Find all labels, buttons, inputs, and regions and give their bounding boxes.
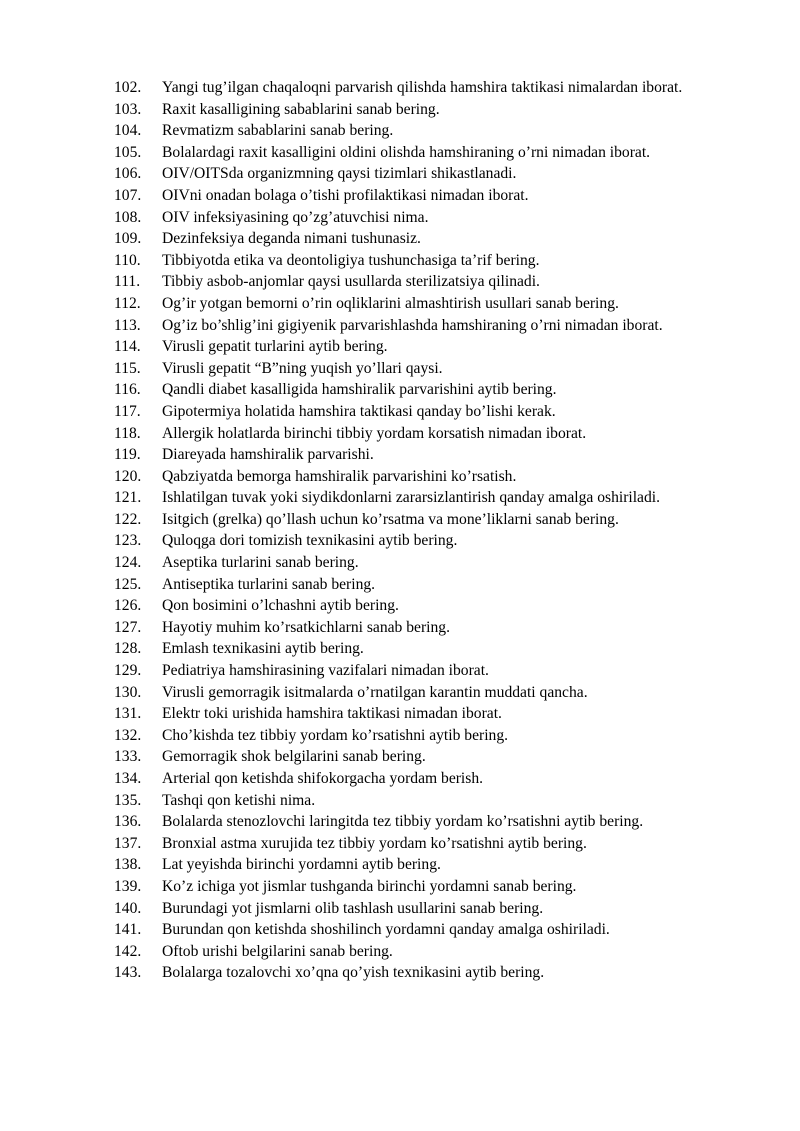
list-item <box>114 487 742 509</box>
list-item <box>114 293 742 315</box>
item-text: Oftob urishi belgilarini sanab bering. <box>162 942 393 960</box>
list-item <box>114 790 742 812</box>
item-number: 134. <box>114 770 142 787</box>
item-text: Bronxial astma xurujida tez tibbiy yordam ko’rsatishni aytib bering. <box>162 834 587 852</box>
list-item <box>114 725 742 747</box>
list-item <box>114 919 742 941</box>
item-number: 138. <box>114 856 142 874</box>
item-number: 126. <box>114 597 142 615</box>
item-text: Antiseptika turlarini sanab bering. <box>162 575 376 593</box>
list-item <box>114 962 742 984</box>
item-number: 117. <box>114 402 141 420</box>
item-text: OIV infeksiyasining qo’zg’atuvchisi nima. <box>162 208 429 226</box>
item-text: Og’iz bo’shlig’ini gigiyenik parvarishlashda hamshiraning o’rni nimadan iborat. <box>162 316 663 334</box>
item-text: OIVni onadan bolaga o’tishi profilaktikasi nimadan iborat. <box>162 186 529 204</box>
list-item <box>114 379 742 401</box>
item-text: Yangi tug’ilgan chaqaloqni parvarish qilishda hamshira taktikasi nimalardan iborat. <box>162 79 683 96</box>
item-number: 125. <box>114 575 142 593</box>
item-text: Hayotiy muhim ko’rsatkichlarni sanab bering. <box>162 618 450 636</box>
item-number: 103. <box>114 100 142 118</box>
item-number: 115. <box>114 359 141 377</box>
item-text: Diareyada hamshiralik parvarishi. <box>162 446 374 464</box>
item-number: 114. <box>114 338 141 356</box>
item-number: 112. <box>114 294 141 312</box>
item-number: 121. <box>114 489 142 507</box>
list-item <box>114 552 742 574</box>
list-item <box>114 228 742 250</box>
item-text: Virusli gepatit “B”ning yuqish yo’llari qaysi. <box>162 359 443 377</box>
item-text: Virusli gemorragik isitmalarda o’rnatilgan karantin muddati qancha. <box>162 683 588 701</box>
list-item <box>114 142 742 164</box>
item-number: 129. <box>114 662 142 680</box>
item-number: 140. <box>114 899 142 917</box>
item-number: 113. <box>114 316 141 334</box>
list-item <box>114 595 742 617</box>
list-item <box>114 163 742 185</box>
list-item <box>114 99 742 121</box>
item-text: Allergik holatlarda birinchi tibbiy yordam korsatish nimadan iborat. <box>162 424 587 442</box>
item-text: Gipotermiya holatida hamshira taktikasi qanday bo’lishi kerak. <box>162 402 556 420</box>
item-number: 120. <box>114 467 142 485</box>
list-item <box>114 336 742 358</box>
list-item <box>114 315 742 337</box>
item-number: 139. <box>114 877 142 895</box>
item-number: 106. <box>114 165 142 183</box>
list-item <box>114 574 742 596</box>
item-text: Lat yeyishda birinchi yordamni aytib bering. <box>162 856 441 874</box>
item-number: 137. <box>114 834 142 852</box>
item-number: 111. <box>114 273 141 291</box>
list-item <box>114 120 742 142</box>
item-text: OIV/OITSda organizmning qaysi tizimlari shikastlanadi. <box>162 165 517 183</box>
list-item <box>114 401 742 423</box>
item-number: 132. <box>114 726 142 744</box>
item-number: 110. <box>114 251 141 269</box>
item-text: Cho’kishda tez tibbiy yordam ko’rsatishni aytib bering. <box>162 726 509 744</box>
list-item <box>114 509 742 531</box>
list-item <box>114 358 742 380</box>
item-number: 128. <box>114 640 142 658</box>
item-number: 127. <box>114 618 142 636</box>
list-item <box>114 530 742 552</box>
item-text: Emlash texnikasini aytib bering. <box>162 640 364 658</box>
item-number: 102. <box>114 79 142 96</box>
item-number: 142. <box>114 942 142 960</box>
item-text: Aseptika turlarini sanab bering. <box>162 554 359 572</box>
list-item <box>114 77 742 99</box>
item-text: Burundagi yot jismlarni olib tashlash usullarini sanab bering. <box>162 899 544 917</box>
list-item <box>114 617 742 639</box>
list-item <box>114 207 742 229</box>
item-text: Tibbiyotda etika va deontoligiya tushunchasiga ta’rif bering. <box>162 251 540 269</box>
item-text: Arterial qon ketishda shifokorgacha yordam berish. <box>162 770 484 787</box>
list-item <box>114 833 742 855</box>
item-number: 135. <box>114 791 142 809</box>
item-number: 124. <box>114 554 142 572</box>
list-item <box>114 854 742 876</box>
item-text: Quloqga dori tomizish texnikasini aytib bering. <box>162 532 458 550</box>
item-text: Gemorragik shok belgilarini sanab bering. <box>162 748 426 766</box>
item-text: Ishlatilgan tuvak yoki siydikdonlarni zararsizlantirish qanday amalga oshiriladi. <box>162 489 661 507</box>
item-number: 143. <box>114 964 142 982</box>
item-text: Bolalarda stenozlovchi laringitda tez tibbiy yordam ko’rsatishni aytib bering. <box>162 813 644 831</box>
item-text: Dezinfeksiya deganda nimani tushunasiz. <box>162 230 421 248</box>
list-item <box>114 660 742 682</box>
list-item <box>114 185 742 207</box>
item-text: Isitgich (grelka) qo’llash uchun ko’rsatma va mone’liklarni sanab bering. <box>162 510 619 528</box>
list-item <box>114 876 742 898</box>
item-number: 119. <box>114 446 141 464</box>
list-item <box>114 898 742 920</box>
list-item <box>114 423 742 445</box>
item-number: 107. <box>114 186 142 204</box>
item-text: Tibbiy asbob-anjomlar qaysi usullarda sterilizatsiya qilinadi. <box>162 273 540 291</box>
item-number: 109. <box>114 230 142 248</box>
list-item <box>114 811 742 833</box>
list-item <box>114 941 742 963</box>
item-text: Qabziyatda bemorga hamshiralik parvarishini ko’rsatish. <box>162 467 517 485</box>
list-item <box>114 703 742 725</box>
list-item <box>114 682 742 704</box>
item-text: Bolalarga tozalovchi xo’qna qo’yish texnikasini aytib bering. <box>162 964 545 982</box>
item-text: Revmatizm sabablarini sanab bering. <box>162 122 394 140</box>
list-item <box>114 250 742 272</box>
item-number: 123. <box>114 532 142 550</box>
item-text: Pediatriya hamshirasining vazifalari nimadan iborat. <box>162 662 489 680</box>
item-text: Raxit kasalligining sabablarini sanab bering. <box>162 100 440 118</box>
item-number: 131. <box>114 705 142 723</box>
item-text: Qon bosimini o’lchashni aytib bering. <box>162 597 399 615</box>
item-number: 108. <box>114 208 142 226</box>
list-item <box>114 746 742 768</box>
item-number: 116. <box>114 381 141 399</box>
item-text: Ko’z ichiga yot jismlar tushganda birinchi yordamni sanab bering. <box>162 877 577 895</box>
list-item <box>114 466 742 488</box>
item-text: Tashqi qon ketishi nima. <box>162 791 316 809</box>
list-item <box>114 768 742 790</box>
item-number: 133. <box>114 748 142 766</box>
list-item <box>114 444 742 466</box>
item-number: 130. <box>114 683 142 701</box>
item-number: 118. <box>114 424 141 442</box>
list-item <box>114 638 742 660</box>
list-item <box>114 271 742 293</box>
item-text: Qandli diabet kasalligida hamshiralik parvarishini aytib bering. <box>162 381 557 399</box>
item-number: 141. <box>114 921 142 939</box>
item-number: 104. <box>114 122 142 140</box>
item-text: Og’ir yotgan bemorni o’rin oqliklarini almashtirish usullari sanab bering. <box>162 294 619 312</box>
item-text: Virusli gepatit turlarini aytib bering. <box>162 338 388 356</box>
question-list <box>114 77 742 984</box>
item-number: 105. <box>114 143 142 161</box>
item-number: 122. <box>114 510 142 528</box>
item-number: 136. <box>114 813 142 831</box>
item-text: Burundan qon ketishda shoshilinch yordamni qanday amalga oshiriladi. <box>162 921 610 939</box>
item-text: Bolalardagi raxit kasalligini oldini olishda hamshiraning o’rni nimadan iborat. <box>162 143 651 161</box>
item-text: Elektr toki urishida hamshira taktikasi nimadan iborat. <box>162 705 502 723</box>
